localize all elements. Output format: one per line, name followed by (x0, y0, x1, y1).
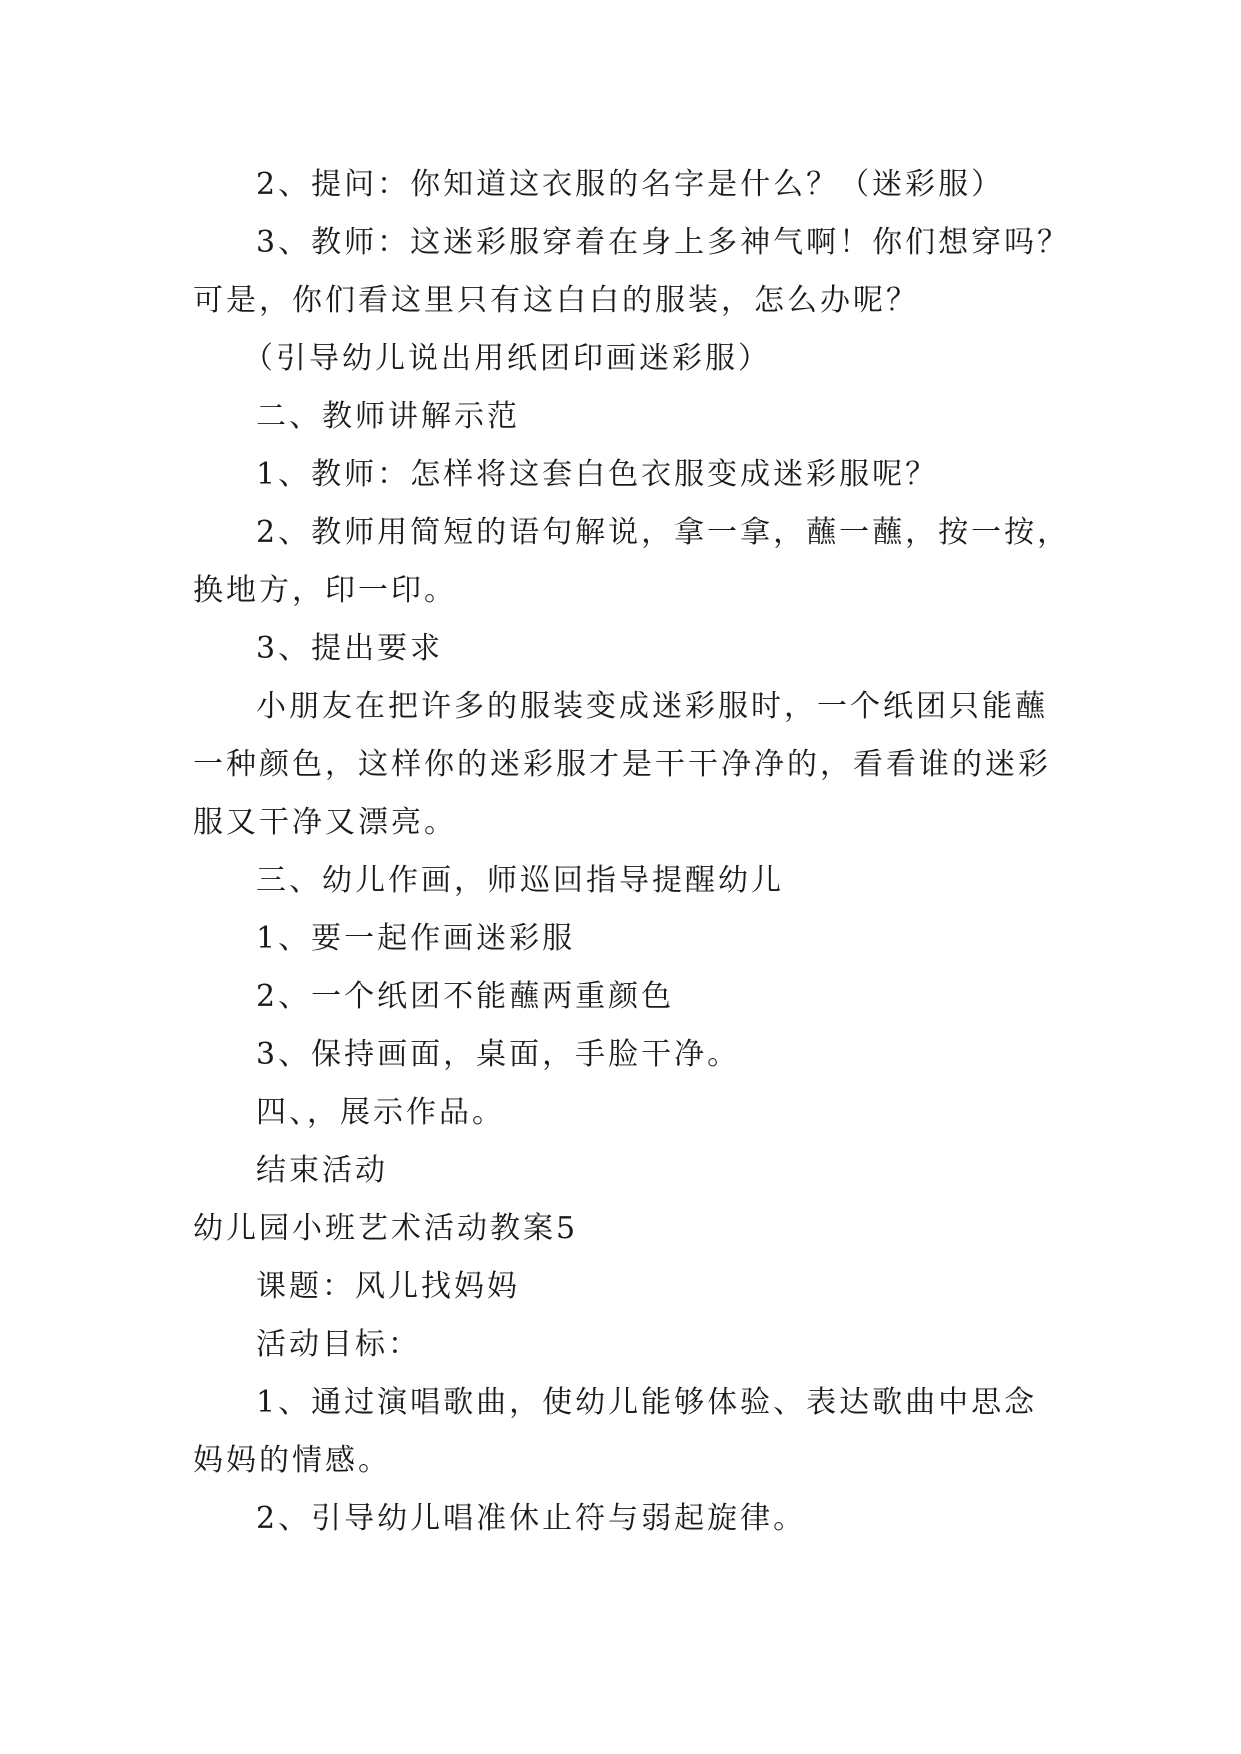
section-heading: 四、，展示作品。 (256, 1095, 505, 1130)
paragraph-line: 1、要一起作画迷彩服 (256, 921, 576, 956)
paragraph-line: 2、提问：你知道这衣服的名字是什么？（迷彩服） (256, 167, 1005, 202)
paragraph-line: 2、教师用简短的语句解说，拿一拿，蘸一蘸，按一按， (256, 515, 1071, 550)
document-title: 幼儿园小班艺术活动教案5 (193, 1211, 579, 1246)
paragraph-line: （引导幼儿说出用纸团印画迷彩服） (243, 341, 771, 376)
paragraph-line: 可是，你们看这里只有这白白的服装，怎么办呢？ (193, 283, 919, 318)
paragraph-line: 小朋友在把许多的服装变成迷彩服时，一个纸团只能蘸 (256, 689, 1048, 724)
paragraph-line: 1、通过演唱歌曲，使幼儿能够体验、表达歌曲中思念 (256, 1385, 1038, 1420)
paragraph-line: 2、一个纸团不能蘸两重颜色 (256, 979, 675, 1014)
paragraph-line: 换地方，印一印。 (193, 573, 457, 608)
section-heading: 二、教师讲解示范 (256, 399, 520, 434)
paragraph-line: 活动目标： (256, 1327, 421, 1362)
paragraph-line: 1、教师：怎样将这套白色衣服变成迷彩服呢？ (256, 457, 939, 492)
paragraph-line: 一种颜色，这样你的迷彩服才是干干净净的，看看谁的迷彩 (193, 747, 1051, 782)
paragraph-line: 服又干净又漂亮。 (193, 805, 457, 840)
paragraph-line: 2、引导幼儿唱准休止符与弱起旋律。 (256, 1501, 807, 1536)
paragraph-line: 3、保持画面，桌面，手脸干净。 (256, 1037, 741, 1072)
paragraph-line: 妈妈的情感。 (193, 1443, 391, 1478)
paragraph-line: 3、提出要求 (256, 631, 444, 666)
section-heading: 三、幼儿作画，师巡回指导提醒幼儿 (256, 863, 784, 898)
paragraph-line: 结束活动 (256, 1153, 388, 1188)
paragraph-line: 课题：风儿找妈妈 (256, 1269, 520, 1304)
paragraph-line: 3、教师：这迷彩服穿着在身上多神气啊！你们想穿吗？ (256, 225, 1071, 260)
